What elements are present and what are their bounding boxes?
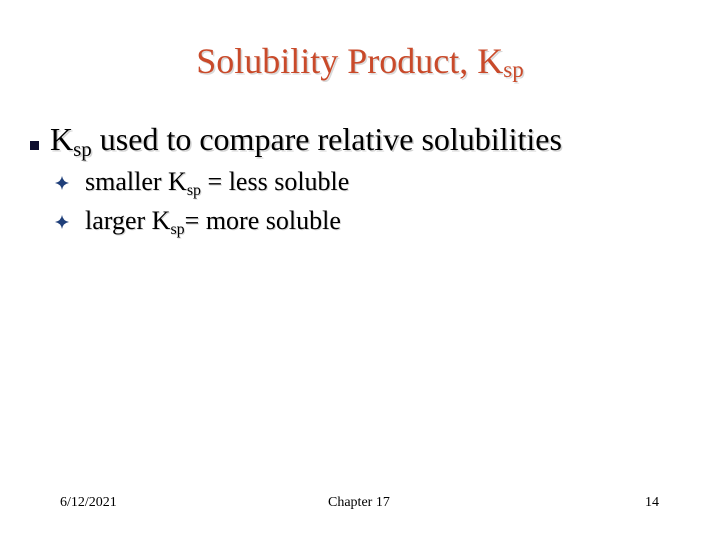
sub-bullet-text bbox=[85, 204, 341, 238]
sub-bullet-text bbox=[85, 165, 349, 199]
diamond-bullet-icon bbox=[55, 176, 69, 190]
footer-page-number: 14 bbox=[645, 495, 659, 510]
title-subscript: sp bbox=[503, 57, 524, 82]
bullet-text-after: used to compare relative solubilities bbox=[91, 121, 562, 157]
bullet-text-level1 bbox=[50, 118, 562, 160]
sub-bullet-subscript: sp bbox=[186, 182, 202, 199]
footer-date: 6/12/2021 bbox=[60, 495, 117, 510]
sub-bullet-after: = less soluble bbox=[201, 167, 350, 196]
footer-chapter: Chapter 17 bbox=[328, 495, 390, 510]
sub-bullet-before: larger K bbox=[85, 206, 171, 235]
title-main: Solubility Product, K bbox=[196, 41, 504, 81]
slide-title bbox=[0, 38, 720, 84]
sub-bullet-before: smaller K bbox=[85, 167, 187, 196]
bullet-text-before: K bbox=[50, 121, 74, 157]
square-bullet-icon bbox=[30, 141, 39, 150]
bullet-text-subscript: sp bbox=[73, 137, 92, 161]
sub-bullet-subscript: sp bbox=[170, 221, 185, 238]
sub-bullet-after: = more soluble bbox=[184, 206, 341, 235]
diamond-bullet-icon bbox=[55, 215, 69, 229]
